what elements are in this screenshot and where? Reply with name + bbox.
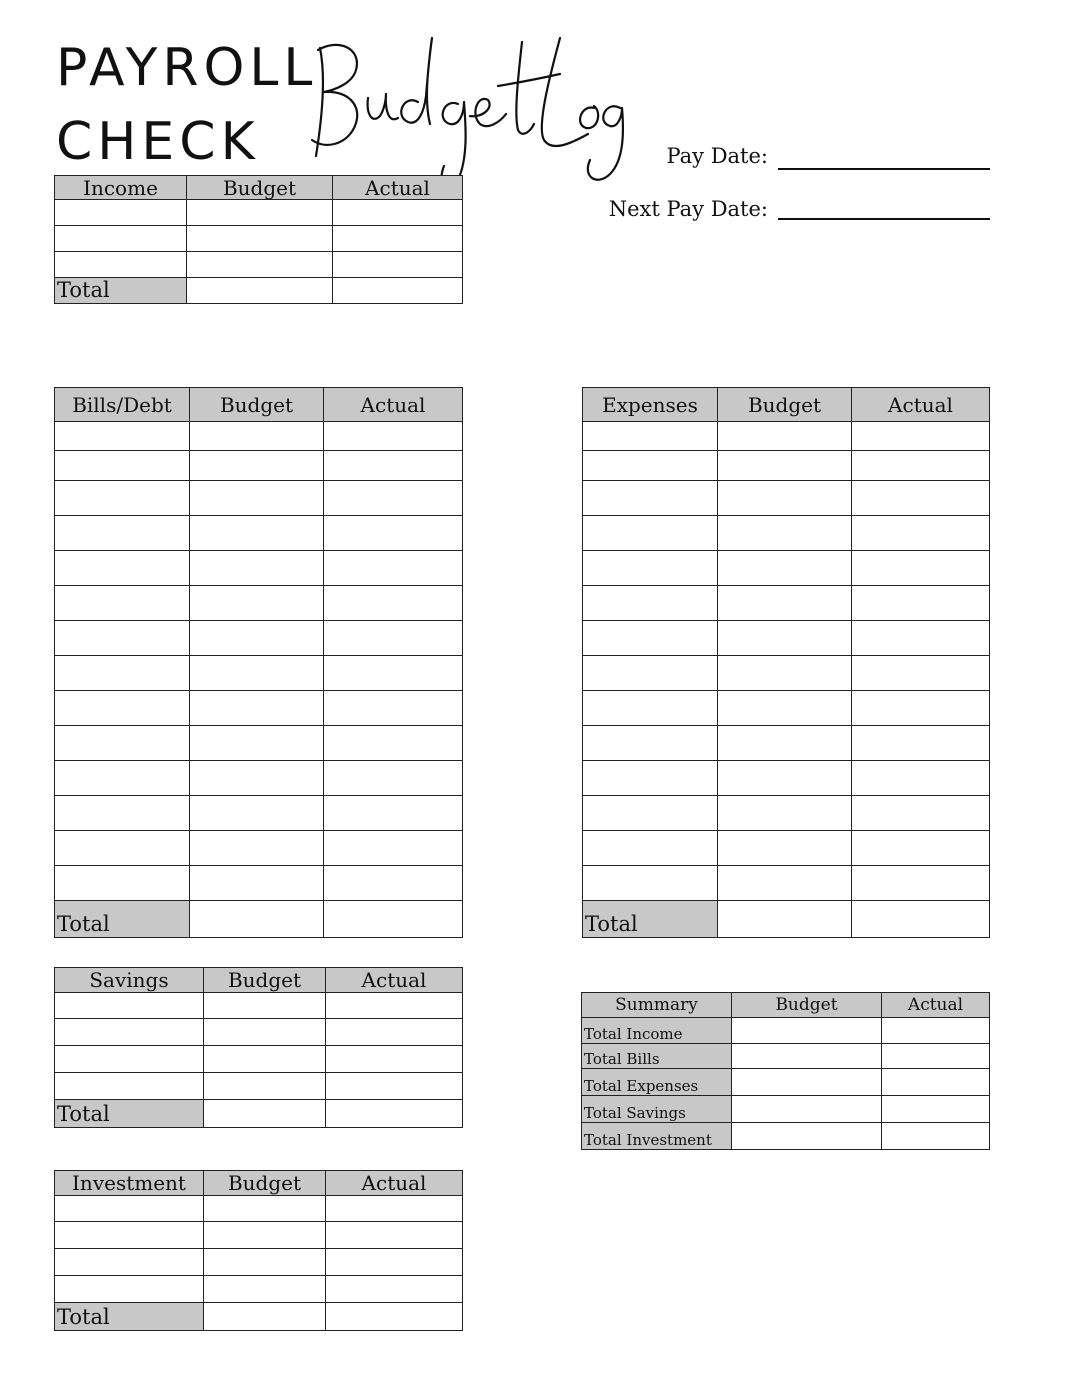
total-row — [55, 1303, 463, 1331]
savings-actual-cell[interactable] — [326, 1073, 463, 1100]
expenses-actual-cell[interactable] — [852, 866, 990, 901]
investment-entry-cell[interactable] — [55, 1196, 204, 1222]
bills-actual-cell[interactable] — [324, 831, 463, 866]
bills-budget-cell[interactable] — [190, 691, 324, 726]
expenses-budget-cell[interactable] — [718, 586, 852, 621]
bills-header-actual: Actual — [324, 388, 463, 422]
table-row — [55, 866, 463, 901]
savings-total-label: Total — [55, 1100, 204, 1128]
expenses-budget-cell[interactable] — [718, 422, 852, 451]
bills-actual-cell[interactable] — [324, 691, 463, 726]
investment-actual-cell[interactable] — [326, 1276, 463, 1303]
table-row — [55, 1222, 463, 1249]
expenses-budget-cell[interactable] — [718, 656, 852, 691]
budget-log-script-title — [298, 28, 628, 198]
expenses-table — [582, 387, 990, 938]
bills-actual-cell[interactable] — [324, 866, 463, 901]
summary-budget-cell[interactable] — [732, 1096, 882, 1123]
bills-budget-cell[interactable] — [190, 656, 324, 691]
expenses-actual-cell[interactable] — [852, 481, 990, 516]
expenses-entry-cell[interactable] — [583, 831, 718, 866]
expenses-entry-cell[interactable] — [583, 551, 718, 586]
summary-row-total-savings — [582, 1096, 990, 1123]
summary-row-total-bills — [582, 1044, 990, 1069]
table-row — [55, 831, 463, 866]
savings-budget-cell[interactable] — [204, 1073, 326, 1100]
investment-entry-cell[interactable] — [55, 1276, 204, 1303]
income-entry-cell[interactable] — [55, 252, 187, 278]
next-pay-date-field[interactable] — [778, 218, 990, 220]
expenses-header-actual: Actual — [852, 388, 990, 422]
summary-budget-cell[interactable] — [732, 1069, 882, 1096]
investment-total-label: Total — [55, 1303, 204, 1331]
table-row — [583, 691, 990, 726]
summary-label-total-bills: Total Bills — [582, 1044, 732, 1069]
expenses-actual-cell[interactable] — [852, 516, 990, 551]
summary-row-total-investment — [582, 1123, 990, 1150]
expenses-entry-cell[interactable] — [583, 866, 718, 901]
table-row — [583, 656, 990, 691]
income-header-actual: Actual — [333, 176, 463, 200]
bills-entry-cell[interactable] — [55, 831, 190, 866]
table-row — [55, 796, 463, 831]
bills-entry-cell[interactable] — [55, 516, 190, 551]
summary-budget-cell[interactable] — [732, 1044, 882, 1069]
summary-table — [581, 992, 990, 1150]
table-row — [55, 1019, 463, 1046]
income-actual-cell[interactable] — [333, 226, 463, 252]
expenses-header-category: Expenses — [583, 388, 718, 422]
summary-actual-cell[interactable] — [882, 1069, 990, 1096]
expenses-entry-cell[interactable] — [583, 586, 718, 621]
summary-label-total-savings: Total Savings — [582, 1096, 732, 1123]
expenses-budget-cell[interactable] — [718, 551, 852, 586]
bills-actual-cell[interactable] — [324, 422, 463, 451]
expenses-entry-cell[interactable] — [583, 516, 718, 551]
investment-total-actual-cell[interactable] — [326, 1303, 463, 1331]
summary-budget-cell[interactable] — [732, 1018, 882, 1044]
next-pay-date-label: Next Pay Date: — [608, 197, 768, 221]
bills-actual-cell[interactable] — [324, 761, 463, 796]
table-row — [583, 586, 990, 621]
summary-actual-cell[interactable] — [882, 1044, 990, 1069]
bills-budget-cell[interactable] — [190, 516, 324, 551]
expenses-actual-cell[interactable] — [852, 831, 990, 866]
bills-entry-cell[interactable] — [55, 451, 190, 481]
title-check: CHECK — [56, 112, 260, 172]
table-row — [583, 831, 990, 866]
investment-entry-cell[interactable] — [55, 1249, 204, 1276]
bills-total-actual-cell[interactable] — [324, 901, 463, 938]
expenses-actual-cell[interactable] — [852, 621, 990, 656]
bills-actual-cell[interactable] — [324, 551, 463, 586]
table-row — [55, 656, 463, 691]
investment-header-actual: Actual — [326, 1171, 463, 1196]
title-payroll: PAYROLL — [56, 38, 318, 98]
table-row — [55, 586, 463, 621]
savings-header-budget: Budget — [204, 968, 326, 993]
total-row — [55, 278, 463, 304]
bills-budget-cell[interactable] — [190, 866, 324, 901]
bills-budget-cell[interactable] — [190, 761, 324, 796]
table-row — [55, 551, 463, 586]
summary-actual-cell[interactable] — [882, 1096, 990, 1123]
income-actual-cell[interactable] — [333, 200, 463, 226]
expenses-budget-cell[interactable] — [718, 481, 852, 516]
investment-actual-cell[interactable] — [326, 1196, 463, 1222]
expenses-total-budget-cell[interactable] — [718, 901, 852, 938]
table-row — [583, 726, 990, 761]
investment-budget-cell[interactable] — [204, 1222, 326, 1249]
savings-total-actual-cell[interactable] — [326, 1100, 463, 1128]
total-row — [583, 901, 990, 938]
savings-actual-cell[interactable] — [326, 1019, 463, 1046]
bills-budget-cell[interactable] — [190, 551, 324, 586]
income-header-budget: Budget — [187, 176, 333, 200]
table-row — [55, 451, 463, 481]
bills-actual-cell[interactable] — [324, 451, 463, 481]
table-row — [55, 252, 463, 278]
table-row — [583, 796, 990, 831]
summary-label-total-income: Total Income — [582, 1018, 732, 1044]
expenses-actual-cell[interactable] — [852, 796, 990, 831]
bills-entry-cell[interactable] — [55, 656, 190, 691]
expenses-actual-cell[interactable] — [852, 422, 990, 451]
savings-entry-cell[interactable] — [55, 1073, 204, 1100]
summary-budget-cell[interactable] — [732, 1123, 882, 1150]
expenses-budget-cell[interactable] — [718, 451, 852, 481]
summary-header-budget: Budget — [732, 993, 882, 1018]
expenses-entry-cell[interactable] — [583, 691, 718, 726]
savings-table — [54, 967, 463, 1128]
expenses-header-budget: Budget — [718, 388, 852, 422]
bills-entry-cell[interactable] — [55, 726, 190, 761]
bills-entry-cell[interactable] — [55, 796, 190, 831]
income-entry-cell[interactable] — [55, 226, 187, 252]
savings-header-category: Savings — [55, 968, 204, 993]
expenses-budget-cell[interactable] — [718, 516, 852, 551]
bills-entry-cell[interactable] — [55, 481, 190, 516]
expenses-entry-cell[interactable] — [583, 451, 718, 481]
savings-entry-cell[interactable] — [55, 993, 204, 1019]
savings-total-budget-cell[interactable] — [204, 1100, 326, 1128]
bills-entry-cell[interactable] — [55, 691, 190, 726]
bills-entry-cell[interactable] — [55, 551, 190, 586]
savings-actual-cell[interactable] — [326, 993, 463, 1019]
expenses-total-label: Total — [583, 901, 718, 938]
expenses-entry-cell[interactable] — [583, 796, 718, 831]
table-row — [55, 1196, 463, 1222]
expenses-actual-cell[interactable] — [852, 761, 990, 796]
table-row — [583, 422, 990, 451]
summary-actual-cell[interactable] — [882, 1018, 990, 1044]
summary-label-total-expenses: Total Expenses — [582, 1069, 732, 1096]
table-row — [583, 451, 990, 481]
summary-row-total-expenses — [582, 1069, 990, 1096]
expenses-actual-cell[interactable] — [852, 656, 990, 691]
income-actual-cell[interactable] — [333, 252, 463, 278]
income-header-category: Income — [55, 176, 187, 200]
expenses-entry-cell[interactable] — [583, 422, 718, 451]
investment-budget-cell[interactable] — [204, 1196, 326, 1222]
savings-header-actual: Actual — [326, 968, 463, 993]
expenses-actual-cell[interactable] — [852, 726, 990, 761]
bills-entry-cell[interactable] — [55, 866, 190, 901]
bills-entry-cell[interactable] — [55, 422, 190, 451]
income-budget-cell[interactable] — [187, 226, 333, 252]
table-row — [583, 551, 990, 586]
table-row — [55, 993, 463, 1019]
expenses-budget-cell[interactable] — [718, 796, 852, 831]
expenses-actual-cell[interactable] — [852, 691, 990, 726]
investment-budget-cell[interactable] — [204, 1276, 326, 1303]
table-row — [55, 481, 463, 516]
income-budget-cell[interactable] — [187, 200, 333, 226]
table-row — [55, 226, 463, 252]
investment-entry-cell[interactable] — [55, 1222, 204, 1249]
total-row — [55, 1100, 463, 1128]
bills-budget-cell[interactable] — [190, 621, 324, 656]
bills-entry-cell[interactable] — [55, 586, 190, 621]
table-row — [55, 691, 463, 726]
investment-budget-cell[interactable] — [204, 1249, 326, 1276]
income-total-label: Total — [55, 278, 187, 304]
expenses-actual-cell[interactable] — [852, 551, 990, 586]
bills-total-label: Total — [55, 901, 190, 938]
bills-budget-cell[interactable] — [190, 451, 324, 481]
bills-actual-cell[interactable] — [324, 726, 463, 761]
expenses-entry-cell[interactable] — [583, 656, 718, 691]
expenses-budget-cell[interactable] — [718, 726, 852, 761]
bills-budget-cell[interactable] — [190, 796, 324, 831]
summary-label-total-investment: Total Investment — [582, 1123, 732, 1150]
table-row — [55, 1276, 463, 1303]
expenses-actual-cell[interactable] — [852, 586, 990, 621]
savings-budget-cell[interactable] — [204, 1019, 326, 1046]
investment-actual-cell[interactable] — [326, 1249, 463, 1276]
expenses-budget-cell[interactable] — [718, 621, 852, 656]
expenses-budget-cell[interactable] — [718, 866, 852, 901]
bills-debt-table — [54, 387, 463, 938]
expenses-budget-cell[interactable] — [718, 761, 852, 796]
expenses-entry-cell[interactable] — [583, 621, 718, 656]
bills-budget-cell[interactable] — [190, 831, 324, 866]
table-row — [55, 1046, 463, 1073]
bills-actual-cell[interactable] — [324, 586, 463, 621]
total-row — [55, 901, 463, 938]
investment-total-budget-cell[interactable] — [204, 1303, 326, 1331]
table-row — [55, 621, 463, 656]
summary-actual-cell[interactable] — [882, 1123, 990, 1150]
investment-table — [54, 1170, 463, 1331]
pay-date-field[interactable] — [778, 168, 990, 170]
expenses-entry-cell[interactable] — [583, 761, 718, 796]
table-row — [55, 422, 463, 451]
summary-row-total-income — [582, 1018, 990, 1044]
table-row — [55, 761, 463, 796]
expenses-total-actual-cell[interactable] — [852, 901, 990, 938]
bills-actual-cell[interactable] — [324, 656, 463, 691]
bills-budget-cell[interactable] — [190, 586, 324, 621]
expenses-entry-cell[interactable] — [583, 481, 718, 516]
table-row — [583, 866, 990, 901]
table-row — [55, 726, 463, 761]
table-row — [583, 481, 990, 516]
investment-header-category: Investment — [55, 1171, 204, 1196]
bills-entry-cell[interactable] — [55, 761, 190, 796]
table-row — [583, 761, 990, 796]
table-row — [55, 1073, 463, 1100]
expenses-budget-cell[interactable] — [718, 831, 852, 866]
table-row — [583, 621, 990, 656]
income-total-actual-cell[interactable] — [333, 278, 463, 304]
expenses-actual-cell[interactable] — [852, 451, 990, 481]
bills-total-budget-cell[interactable] — [190, 901, 324, 938]
savings-budget-cell[interactable] — [204, 1046, 326, 1073]
income-budget-cell[interactable] — [187, 252, 333, 278]
table-row — [583, 516, 990, 551]
income-entry-cell[interactable] — [55, 200, 187, 226]
table-row — [55, 200, 463, 226]
savings-entry-cell[interactable] — [55, 1019, 204, 1046]
income-table — [54, 175, 463, 304]
bills-header-category: Bills/Debt — [55, 388, 190, 422]
income-total-budget-cell[interactable] — [187, 278, 333, 304]
summary-header-actual: Actual — [882, 993, 990, 1018]
bills-budget-cell[interactable] — [190, 726, 324, 761]
bills-actual-cell[interactable] — [324, 796, 463, 831]
summary-header-category: Summary — [582, 993, 732, 1018]
investment-actual-cell[interactable] — [326, 1222, 463, 1249]
expenses-budget-cell[interactable] — [718, 691, 852, 726]
bills-actual-cell[interactable] — [324, 516, 463, 551]
savings-entry-cell[interactable] — [55, 1046, 204, 1073]
bills-actual-cell[interactable] — [324, 621, 463, 656]
savings-budget-cell[interactable] — [204, 993, 326, 1019]
investment-header-budget: Budget — [204, 1171, 326, 1196]
bills-entry-cell[interactable] — [55, 621, 190, 656]
bills-header-budget: Budget — [190, 388, 324, 422]
bills-budget-cell[interactable] — [190, 422, 324, 451]
bills-actual-cell[interactable] — [324, 481, 463, 516]
savings-actual-cell[interactable] — [326, 1046, 463, 1073]
expenses-entry-cell[interactable] — [583, 726, 718, 761]
pay-date-label: Pay Date: — [666, 144, 768, 168]
table-row — [55, 1249, 463, 1276]
table-row — [55, 516, 463, 551]
bills-budget-cell[interactable] — [190, 481, 324, 516]
